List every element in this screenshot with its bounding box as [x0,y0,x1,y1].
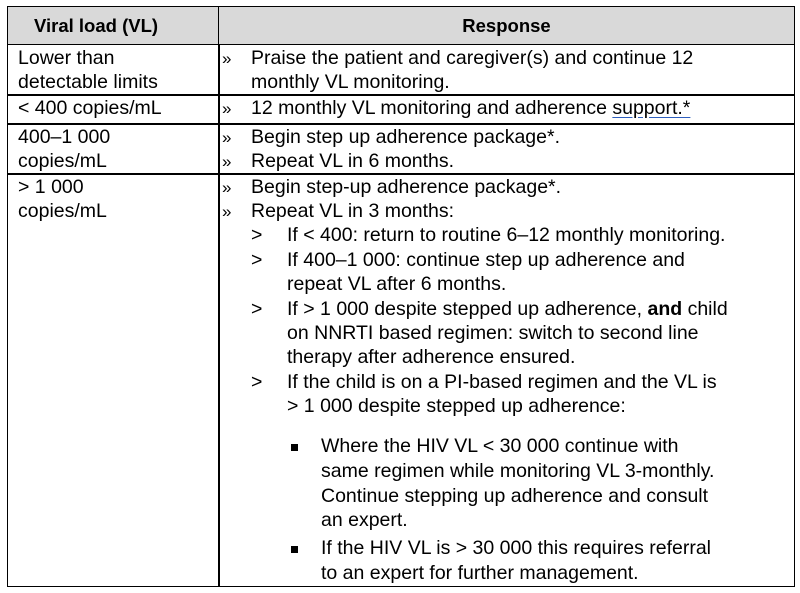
response-subitem: If < 400: return to routine 6–12 monthly monitoring. [287,224,726,246]
vl-cell: < 400 copies/mL [18,97,162,119]
chevron-right-icon: > [251,371,263,393]
response-subitem: repeat VL after 6 months. [287,273,507,295]
vl-cell: 400–1 000 [18,126,111,148]
response-subitem: If > 1 000 despite stepped up adherence, and child [287,298,728,320]
bullet-icon: » [222,49,232,68]
square-bullet-icon [291,444,298,451]
response-text: 12 monthly VL monitoring and adherence support.* [251,97,691,119]
response-subitem: If 400–1 000: continue step up adherence and [287,249,685,271]
vl-cell: copies/mL [18,200,107,222]
viral-load-table [7,6,795,587]
response-subsubitem: an expert. [321,509,408,531]
response-subitem: If the child is on a PI-based regimen and the VL is [287,371,717,393]
response-text: monthly VL monitoring. [251,71,450,93]
bullet-icon: » [222,128,232,147]
chevron-right-icon: > [251,298,263,320]
response-subsubitem: Where the HIV VL < 30 000 continue with [321,435,679,457]
header-response: Response [218,6,795,45]
chevron-right-icon: > [251,249,263,271]
response-text: Begin step-up adherence package*. [251,176,562,198]
response-text: Repeat VL in 6 months. [251,150,455,172]
response-text: Begin step up adherence package*. [251,126,560,148]
response-subsubitem: same regimen while monitoring VL 3-monthly. [321,460,715,482]
response-subsubitem: Continue stepping up adherence and consult [321,485,709,507]
vl-cell: Lower than [18,47,115,69]
response-text: Praise the patient and caregiver(s) and continue 12 [251,47,694,69]
support-link[interactable]: support.* [612,97,691,119]
response-subsubitem: If the HIV VL is > 30 000 this requires referral [321,537,712,559]
vl-cell: > 1 000 [18,176,84,198]
square-bullet-icon [291,546,298,553]
response-subsubitem: to an expert for further management. [321,562,639,584]
bullet-icon: » [222,202,232,221]
response-subitem: on NNRTI based regimen: switch to second line [287,322,699,344]
bullet-icon: » [222,99,232,118]
chevron-right-icon: > [251,224,263,246]
vl-cell: copies/mL [18,150,107,172]
bullet-icon: » [222,152,232,171]
header-viral-load: Viral load (VL) [7,6,219,45]
response-text: Repeat VL in 3 months: [251,200,455,222]
vl-cell: detectable limits [18,71,158,93]
response-subitem: > 1 000 despite stepped up adherence: [287,395,626,417]
bullet-icon: » [222,178,232,197]
column-divider [218,44,220,587]
response-subitem: therapy after adherence ensured. [287,346,576,368]
